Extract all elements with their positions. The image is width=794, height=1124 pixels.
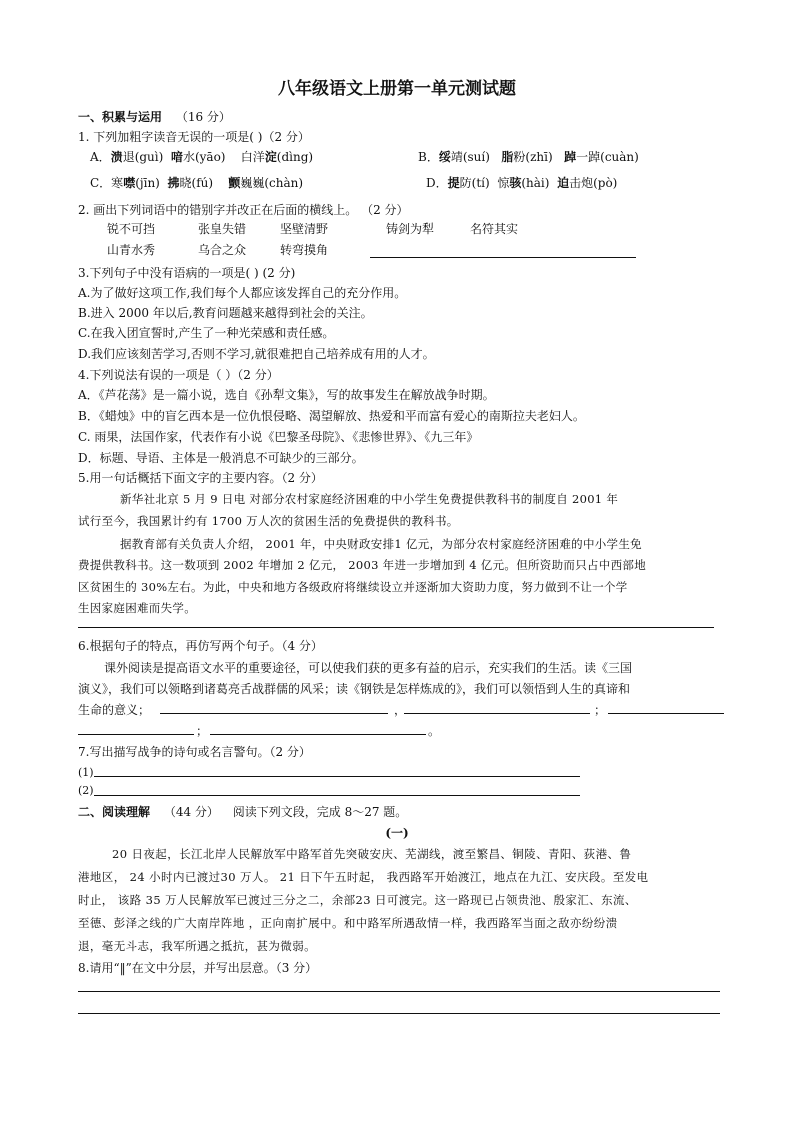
q6-answer-line[interactable] xyxy=(404,713,590,714)
q2-word: 铸剑为犁 xyxy=(386,222,435,236)
q7-label: (1) xyxy=(78,766,94,779)
q7-answer-line[interactable] xyxy=(94,776,580,777)
passage-line: 退，毫无斗志，我军所遇之抵抗，甚为微弱。 xyxy=(78,939,316,953)
passage-line: 至德、彭泽之线的广大南岸阵地 ，正向南扩展中。和中路军所遇敌情一样，我西路军当面之敌亦纷纷溃 xyxy=(78,916,618,930)
q8-answer-line[interactable] xyxy=(78,1013,720,1014)
q1-stem: 1. 下列加粗字读音无误的一项是( )（2 分） xyxy=(78,130,310,144)
q1-option-c: C．寒噤(jīn) 拂晓(fú) 颤巍巍(chàn) xyxy=(90,176,304,190)
q2-word: 张皇失错 xyxy=(198,222,247,236)
q5-text: 据教育部有关负责人介绍， 2001 年，中央财政安排1 亿元，为部分农村家庭经济困难的中小学生免 xyxy=(120,537,642,551)
q2-word: 坚壁清野 xyxy=(280,222,329,236)
q6-sep: ； xyxy=(196,724,209,738)
q7-stem: 7.写出描写战争的诗句或名言警句。（2 分） xyxy=(78,745,311,759)
section-2-title: 二、阅读理解 xyxy=(78,805,151,819)
q5-text: 生因家庭困难而失学。 xyxy=(78,601,196,615)
q6-answer-line[interactable] xyxy=(160,713,388,714)
section-2-instruction: 阅读下列文段，完成 8～27 题。 xyxy=(232,805,408,819)
q3-option: B.进入 2000 年以后,教育问题越来越得到社会的关注。 xyxy=(78,306,373,320)
q1-option-a: A．溃退(guì) 喑水(yāo) 白洋淀(dìng) xyxy=(90,150,314,164)
section-1-heading xyxy=(78,109,231,125)
q2-word: 锐不可挡 xyxy=(107,222,156,236)
q3-stem: 3.下列句子中没有语病的一项是( ) (2 分) xyxy=(78,266,296,280)
q5-text: 区贫困生的 30%左右。为此，中央和地方各级政府将继续设立并逐渐加大资助力度，努力做到不让一个学 xyxy=(78,580,628,594)
q6-text: 课外阅读是提高语文水平的重要途径，可以使我们获的更多有益的启示，充实我们的生活。读《三国 xyxy=(104,661,633,675)
q2-word: 山青水秀 xyxy=(107,243,156,257)
passage-line: 20 日夜起，长江北岸人民解放军中路军首先突破安庆、芜湖线，渡至繁昌、铜陵、青阳、荻港、鲁 xyxy=(112,847,632,861)
section-2-score: （44 分） xyxy=(163,805,219,819)
q5-text: 费提供教科书。这一数项到 2002 年增加 2 亿元， 2003 年进一步增加到 4 亿元。但所资助而只占中西部地 xyxy=(78,558,647,572)
section-1-score: （16 分） xyxy=(175,110,231,124)
q6-sep: ， xyxy=(394,703,407,717)
q5-stem: 5.用一句话概括下面文字的主要内容。（2 分） xyxy=(78,471,323,485)
q7-label: (2) xyxy=(78,784,94,797)
q7-answer-line[interactable] xyxy=(94,795,580,796)
q8-answer-line[interactable] xyxy=(78,991,720,992)
q3-option: A.为了做好这项工作,我们每个人都应该发挥自己的充分作用。 xyxy=(78,286,407,300)
q2-answer-line[interactable] xyxy=(370,257,636,258)
q1-option-b: B．绥靖(suí) 脂粉(zhī) 踔一踔(cuàn) xyxy=(418,150,639,164)
q2-word: 转弯摸角 xyxy=(280,243,329,257)
q4-option: A．《芦花荡》是一篇小说，选自《孙犁文集》，写的故事发生在解放战争时期。 xyxy=(78,388,495,402)
q2-stem: 2. 画出下列词语中的错别字并改正在后面的横线上。 （2 分） xyxy=(78,203,409,217)
q6-stem: 6.根据句子的特点，再仿写两个句子。（4 分） xyxy=(78,639,323,653)
page-title: 八年级语文上册第一单元测试题 xyxy=(278,79,516,99)
q2-word: 名符其实 xyxy=(470,222,519,236)
q3-option: C.在我入团宣誓时,产生了一种光荣感和责任感。 xyxy=(78,326,335,340)
q4-option: C. 雨果，法国作家，代表作有小说《巴黎圣母院》、《悲惨世界》、《九三年》 xyxy=(78,430,479,444)
q6-answer-line[interactable] xyxy=(78,734,194,735)
q5-text: 新华社北京 5 月 9 日电 对部分农村家庭经济困难的中小学生免费提供教科书的制度自 2001 年 xyxy=(120,492,619,506)
passage-line: 时止， 该路 35 万人民解放军已渡过三分之二，余部23 日可渡完。这一路现已占领贵池、殷家汇、东流、 xyxy=(78,893,637,907)
section-1-title: 一、积累与运用 xyxy=(78,110,163,124)
q6-answer-line[interactable] xyxy=(608,713,724,714)
q8-stem: 8.请用“‖”在文中分层，并写出层意。（3 分） xyxy=(78,961,318,975)
passage-line: 港地区， 24 小时内已渡过30 万人。 21 日下午五时起， 我西路军开始渡江，地点在九江、安庆段。至发电 xyxy=(78,870,649,884)
q6-text: 生命的意义； xyxy=(78,703,151,717)
section-2-heading xyxy=(78,804,407,820)
q6-text: 演义》，我们可以领略到诸葛亮舌战群儒的风采；读《钢铁是怎样炼成的》，我们可以领悟到人生的真谛和 xyxy=(78,682,631,696)
q1-option-d: D．提防(tí) 惊骇(hài) 迫击炮(pò) xyxy=(426,176,618,190)
q5-text: 试行至今，我国累计约有 1700 万人次的贫困生活的免费提供的教科书。 xyxy=(78,514,459,528)
q6-sep: ； xyxy=(594,703,607,717)
q4-stem: 4.下列说法有误的一项是（ ）（2 分） xyxy=(78,368,279,382)
q5-answer-line[interactable] xyxy=(78,627,714,628)
q2-word: 乌合之众 xyxy=(198,243,247,257)
q4-option: B．《蜡烛》中的盲乞西本是一位仇恨侵略、渴望解放、热爱和平而富有爱心的南斯拉夫老妇人。 xyxy=(78,409,585,423)
q3-option: D.我们应该刻苦学习,否则不学习,就很难把自己培养成有用的人才。 xyxy=(78,347,435,361)
passage-title: (一) xyxy=(385,826,409,840)
q6-end: 。 xyxy=(428,724,441,738)
q4-option: D．标题、导语、主体是一般消息不可缺少的三部分。 xyxy=(78,451,364,465)
q6-answer-line[interactable] xyxy=(210,734,426,735)
